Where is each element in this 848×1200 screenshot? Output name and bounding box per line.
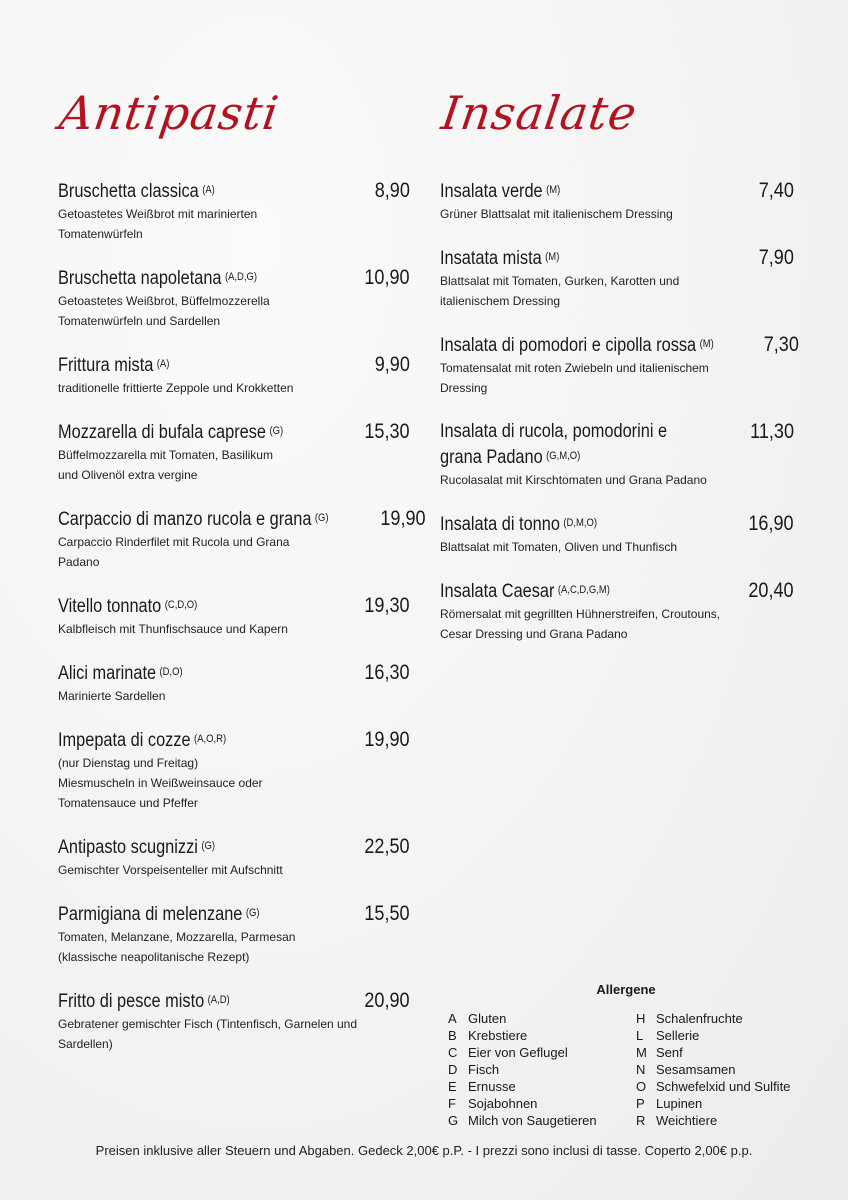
dish-price: 7,90 [758, 246, 794, 269]
dish-price: 16,90 [748, 512, 794, 535]
allergen-entry [636, 1112, 818, 1129]
allergen-entry [448, 1061, 636, 1078]
dish-name [58, 419, 283, 445]
dish-description: Tomaten, Melanzane, Mozzarella, Parmesan [58, 930, 296, 944]
dish-name [58, 178, 215, 204]
dish-description: Römersalat mit gegrillten Hühnerstreifen, Croutouns, [440, 607, 721, 621]
dish-title: Fritto di pesce misto [58, 991, 205, 1012]
dish-title: Bruschetta napoletana [58, 268, 222, 289]
menu-item-header [440, 178, 794, 204]
allergen-label: Fisch [468, 1062, 500, 1077]
dish-title: Insatata mista [440, 248, 542, 269]
dish-name [440, 511, 597, 537]
allergen-codes: (M) [699, 338, 714, 350]
allergen-entry [448, 1078, 636, 1095]
menu-item [58, 901, 410, 967]
dish-price: 19,90 [379, 507, 426, 530]
dish-title: Insalata Caesar [440, 581, 555, 602]
dish-title: Carpaccio di manzo rucola e grana [58, 509, 312, 530]
allergen-code: H [636, 1011, 646, 1026]
dish-name [58, 593, 197, 619]
menu-item [58, 265, 410, 331]
dish-title: Frittura mista [58, 355, 154, 376]
allergen-code: G [448, 1113, 459, 1128]
allergen-label: Senf [656, 1045, 683, 1060]
allergen-codes: (G,M,O) [546, 450, 581, 462]
allergen-codes: (G) [269, 425, 284, 437]
antipasti-list [58, 178, 426, 1075]
allergen-code: N [636, 1062, 646, 1077]
insalate-list [440, 178, 800, 665]
dish-name [440, 578, 610, 604]
dish-title: Mozzarella di bufala caprese [58, 422, 266, 443]
allergen-code: E [448, 1079, 457, 1094]
dish-description: Grüner Blattsalat mit italienischem Dressing [440, 207, 673, 221]
dish-price: 8,90 [374, 179, 410, 202]
dish-description: Sardellen) [58, 1037, 113, 1051]
dish-description: Getoastetes Weißbrot, Büffelmozzerella [58, 294, 270, 308]
dish-description: Miesmuscheln in Weißweinsauce oder [58, 776, 263, 790]
dish-description: Padano [58, 555, 100, 569]
menu-item [440, 178, 794, 224]
dish-price: 15,50 [364, 902, 410, 925]
menu-item [58, 727, 410, 813]
dish-description: Rucolasalat mit Kirschtomaten und Grana Padano [440, 473, 707, 487]
dish-name [58, 988, 230, 1014]
dish-price: 15,30 [364, 420, 410, 443]
allergene-list [448, 1010, 818, 1129]
dish-description: Tomatensalat mit roten Zwiebeln und italienischem [440, 361, 709, 375]
dish-description: Carpaccio Rinderfilet mit Rucola und Grana [58, 535, 290, 549]
dish-name [58, 506, 329, 532]
dish-price: 20,40 [748, 579, 794, 602]
menu-item [58, 506, 426, 572]
allergen-code: D [448, 1062, 458, 1077]
allergen-code: B [448, 1028, 457, 1043]
allergen-codes: (G) [201, 840, 215, 852]
allergen-code: C [448, 1045, 458, 1060]
allergen-code: L [636, 1028, 644, 1043]
dish-title: Insalata di rucola, pomodorini e grana Padano [440, 421, 668, 468]
dish-name [58, 901, 259, 927]
allergen-codes: (A,D) [207, 994, 230, 1006]
dish-description: (nur Dienstag und Freitag) [58, 756, 199, 770]
antipasti-heading: Antipasti [56, 86, 283, 140]
allergen-entry [448, 1044, 636, 1061]
allergen-label: Ernusse [468, 1079, 516, 1094]
dish-name [58, 265, 257, 291]
menu-item [440, 578, 794, 644]
menu-item [58, 660, 410, 706]
dish-price: 20,90 [364, 989, 410, 1012]
dish-description: Dressing [440, 381, 488, 395]
allergen-label: Milch von Saugetieren [468, 1113, 597, 1128]
dish-name [58, 352, 169, 378]
dish-description: Blattsalat mit Tomaten, Gurken, Karotten und [440, 274, 680, 288]
menu-item [58, 834, 410, 880]
menu-item-header [58, 727, 410, 753]
allergen-label: Krebstiere [468, 1028, 528, 1043]
allergene-legend [448, 982, 818, 1129]
dish-title: Impepata di cozze [58, 730, 191, 751]
allergen-code: A [448, 1011, 457, 1026]
dish-description: (klassische neapolitanische Rezept) [58, 950, 250, 964]
menu-item-header [58, 593, 410, 619]
dish-title: Insalata di tonno [440, 514, 560, 535]
allergen-code: M [636, 1045, 647, 1060]
dish-price: 9,90 [374, 353, 410, 376]
dish-name [58, 660, 183, 686]
dish-name [58, 727, 226, 753]
allergen-codes: (C,D,O) [164, 599, 198, 611]
dish-description: Büffelmozzarella mit Tomaten, Basilikum [58, 448, 273, 462]
dish-description: Gemischter Vorspeisenteller mit Aufschnitt [58, 863, 283, 877]
allergen-entry [448, 1027, 636, 1044]
menu-item-header [58, 834, 410, 860]
dish-description: Tomatenwürfeln und Sardellen [58, 314, 221, 328]
dish-title: Parmigiana di melenzane [58, 904, 243, 925]
menu-item-header [58, 352, 410, 378]
dish-price: 11,30 [750, 420, 794, 443]
dish-price: 16,30 [364, 661, 410, 684]
menu-item [58, 419, 410, 485]
footer-note: Preisen inklusive aller Steuern und Abgaben. Gedeck 2,00€ p.P. - I prezzi sono inclusi di tasse. Coperto 2,00€ p.p. [95, 1143, 753, 1158]
allergen-codes: (A,D,G) [224, 271, 258, 283]
allergen-label: Weichtiere [656, 1113, 718, 1128]
allergen-codes: (G) [245, 907, 260, 919]
menu-item [58, 988, 410, 1054]
insalate-heading: Insalate [438, 86, 641, 140]
menu-item-header [58, 506, 426, 532]
allergene-title: Allergene [596, 982, 656, 997]
dish-description: italienischem Dressing [440, 294, 561, 308]
allergen-label: Gluten [468, 1011, 507, 1026]
dish-price: 19,90 [364, 728, 410, 751]
dish-description: Marinierte Sardellen [58, 689, 166, 703]
menu-item-header [58, 901, 410, 927]
allergen-code: R [636, 1113, 646, 1128]
allergen-entry [636, 1095, 818, 1112]
menu-item-header [58, 178, 410, 204]
allergen-entry [448, 1010, 636, 1027]
allergen-codes: (A,C,D,G,M) [557, 584, 610, 596]
allergen-label: Lupinen [656, 1096, 703, 1111]
menu-item [440, 332, 800, 398]
allergen-entry [448, 1095, 636, 1112]
dish-description: Gebratener gemischter Fisch (Tintenfisch, Garnelen und [58, 1017, 358, 1031]
dish-price: 22,50 [364, 835, 410, 858]
menu-item [440, 245, 794, 311]
menu-item-header [58, 660, 410, 686]
dish-description: Kalbfleisch mit Thunfischsauce und Kapern [58, 622, 288, 636]
menu-item-header [440, 245, 794, 271]
dish-title: Bruschetta classica [58, 181, 199, 202]
allergen-code: F [448, 1096, 456, 1111]
allergen-label: Eier von Geflugel [468, 1045, 568, 1060]
allergen-codes: (D,O) [159, 666, 183, 678]
allergen-codes: (G) [314, 512, 329, 524]
menu-item-header [440, 578, 794, 604]
menu-item [58, 352, 410, 398]
allergen-code: O [636, 1079, 647, 1094]
dish-title: Vitello tonnato [58, 596, 162, 617]
allergen-codes: (A) [156, 358, 170, 370]
dish-price: 7,40 [758, 179, 794, 202]
allergen-entry [448, 1112, 636, 1129]
allergen-entry [636, 1061, 818, 1078]
menu-item [440, 419, 794, 490]
menu-item-header [58, 265, 410, 291]
allergen-entry [636, 1010, 818, 1027]
allergen-label: Sellerie [656, 1028, 700, 1043]
dish-description: Tomatenwürfeln [58, 227, 143, 241]
menu-item-header [440, 332, 800, 358]
dish-title: Insalata verde [440, 181, 543, 202]
menu-item [58, 593, 410, 639]
dish-name [440, 245, 559, 271]
allergen-code: P [636, 1096, 645, 1111]
allergen-codes: (M) [545, 251, 560, 263]
allergen-label: Schwefelxid und Sulfite [656, 1079, 791, 1094]
dish-description: Blattsalat mit Tomaten, Oliven und Thunfisch [440, 540, 678, 554]
dish-description: Tomatensauce und Pfeffer [58, 796, 198, 810]
dish-description: und Olivenöl extra vergine [58, 468, 198, 482]
allergen-codes: (A) [202, 184, 215, 196]
menu-item [440, 511, 794, 557]
allergen-codes: (A,O,R) [194, 733, 227, 745]
dish-title: Insalata di pomodori e cipolla rossa [440, 335, 697, 356]
dish-name [440, 178, 560, 204]
dish-price: 19,30 [364, 594, 410, 617]
menu-item [58, 178, 410, 244]
menu-item-header [58, 419, 410, 445]
allergen-label: Sesamsamen [656, 1062, 736, 1077]
allergen-entry [636, 1044, 818, 1061]
dish-price: 10,90 [364, 266, 410, 289]
allergen-entry [636, 1027, 818, 1044]
allergen-label: Sojabohnen [468, 1096, 538, 1111]
menu-item-header [440, 511, 794, 537]
allergen-entry [636, 1078, 818, 1095]
allergen-codes: (D,M,O) [563, 517, 598, 529]
dish-title: Antipasto scugnizzi [58, 837, 198, 858]
allergen-label: Schalenfruchte [656, 1011, 743, 1026]
dish-title: Alici marinate [58, 663, 157, 684]
dish-name [58, 834, 215, 860]
dish-price: 7,30 [764, 333, 800, 356]
dish-description: traditionelle frittierte Zeppole und Krokketten [58, 381, 294, 395]
menu-item-header [440, 419, 794, 470]
menu-item-header [58, 988, 410, 1014]
dish-name [440, 332, 714, 358]
allergen-codes: (M) [546, 184, 561, 196]
dish-name [440, 419, 701, 470]
dish-description: Cesar Dressing und Grana Padano [440, 627, 628, 641]
dish-description: Getoastetes Weißbrot mit marinierten [58, 207, 258, 221]
